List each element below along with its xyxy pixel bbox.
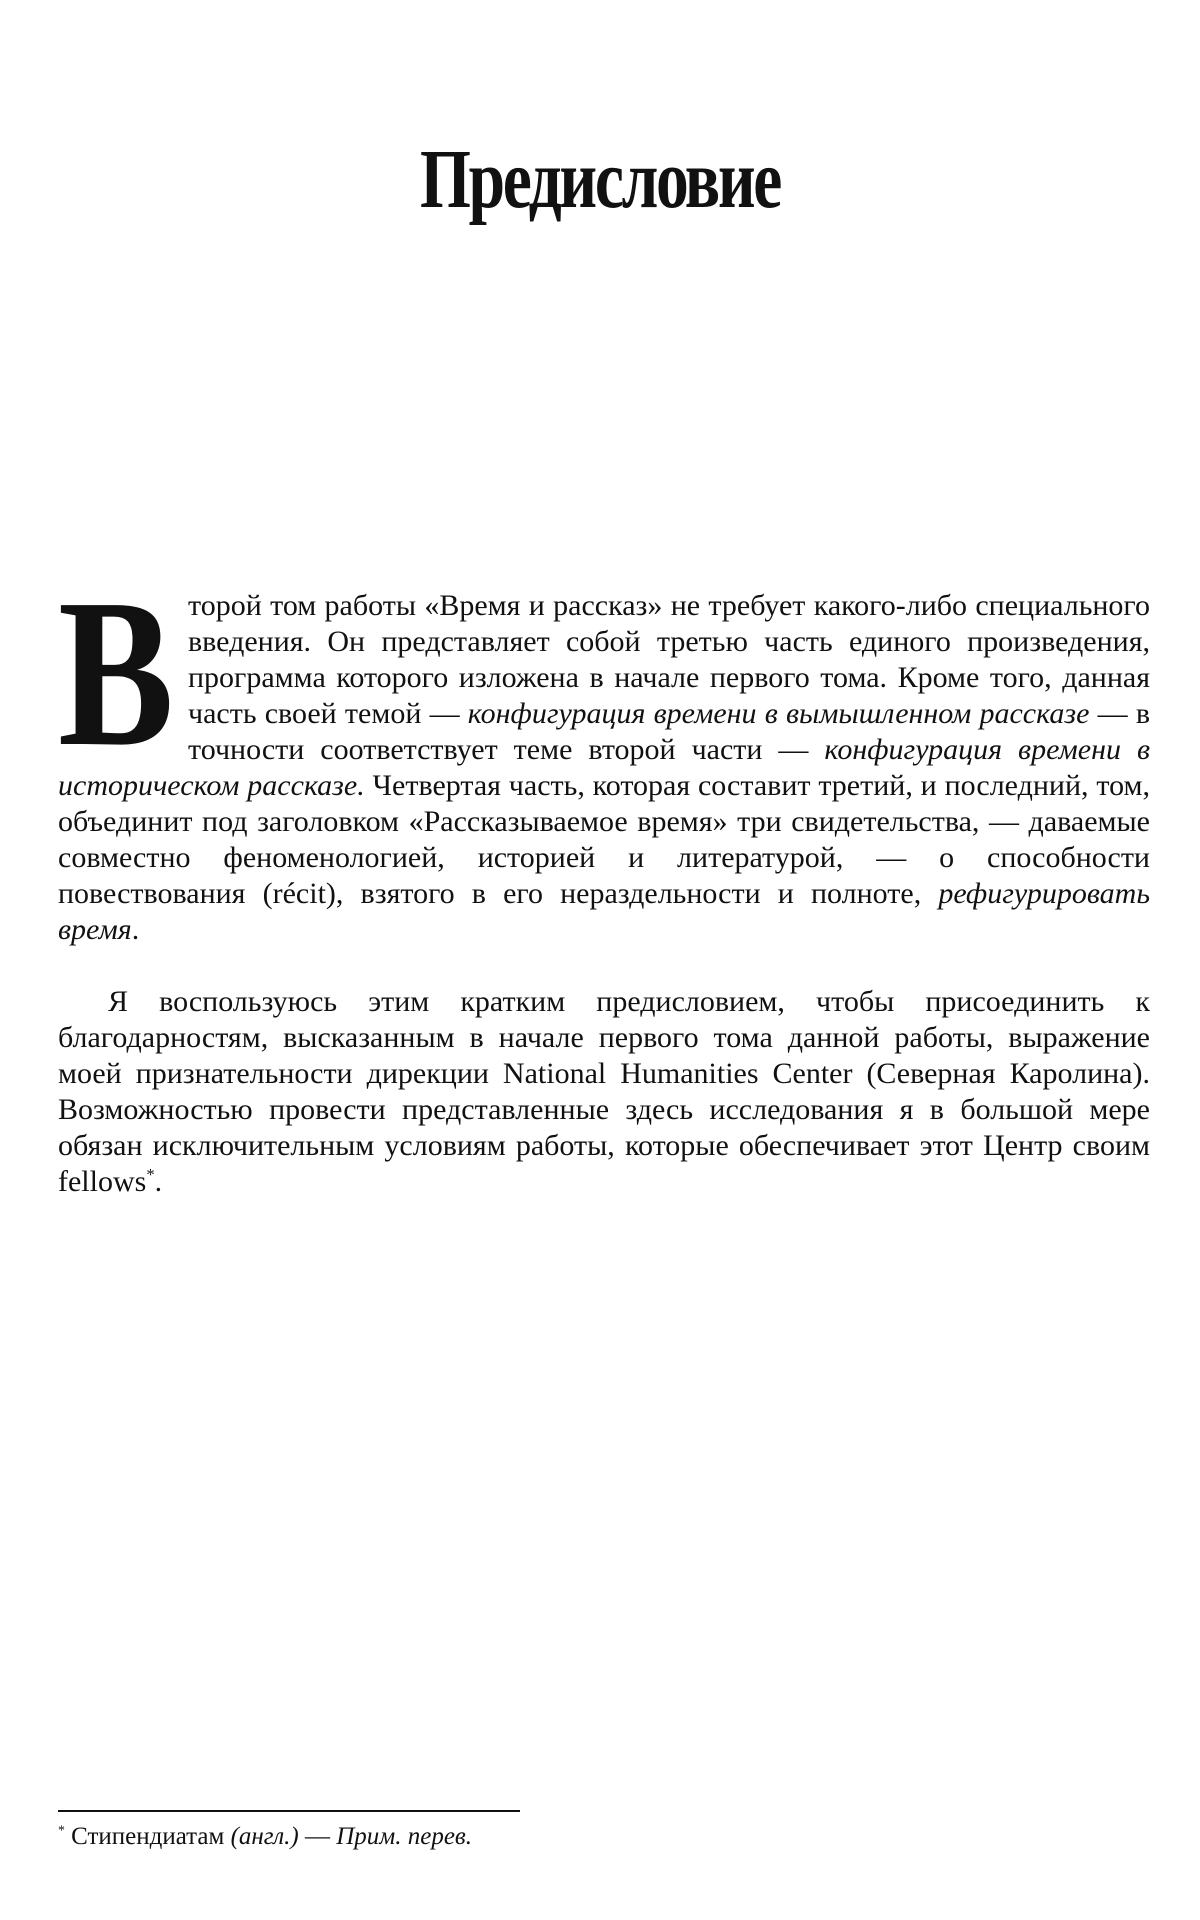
p1-segment-italic: конфигурация времени в историческом рассказе. [58, 733, 1150, 802]
footnote [58, 1822, 1058, 1852]
p1-segment-italic: рефигурировать время [58, 877, 1150, 946]
footnote-divider [58, 1810, 520, 1812]
paragraph-2 [58, 984, 1150, 1200]
footnote-mark: * [58, 1822, 65, 1838]
p1-segment: . [131, 913, 140, 946]
p1-segment-italic: конфигурация времени в вымышленном рассказе [467, 697, 1090, 730]
footnote-dash: — [298, 1823, 337, 1850]
p1-segment: торой том работы «Время и рассказ» не требует какого-либо специального введения. Он представляет собой третью часть единого произведения, программа которого изложена в начале первого тома. Кроме того, данная часть своей темой — [188, 589, 1150, 730]
page-title: Предисловие [420, 133, 780, 227]
p1-segment: — в точности соответствует теме второй части — [188, 697, 1150, 766]
p2-end: . [154, 1165, 163, 1198]
footnote-text: Стипендиатам [64, 1823, 231, 1850]
p2-text: Я воспользуюсь этим кратким предисловием, чтобы присоединить к благодарностям, высказанным в начале первого тома данной работы, выражение моей признательности дирекции National Humanities Center (Северная Каролина). Возможностью провести представленные здесь исследования я в большой мере обязан исключительным условиям работы, которые обеспечивает этот Центр своим fellows [58, 985, 1150, 1198]
footnote-reference[interactable]: * [146, 1165, 155, 1184]
drop-cap: В [58, 555, 174, 790]
footnote-lang: (англ.) [230, 1823, 299, 1850]
paragraph-1 [58, 555, 1150, 948]
footnote-translator-note: Прим. перев. [336, 1823, 473, 1850]
p1-segment: Четвертая часть, которая составит третий, и последний, том, объединит под заголовком «Рассказываемое время» три свидетельства, — даваемые совместно феноменологией, историей и литературой, — о способности повествования (récit), взятого в его нераздельности и полноте, [58, 769, 1150, 910]
body-text [58, 555, 1150, 1200]
